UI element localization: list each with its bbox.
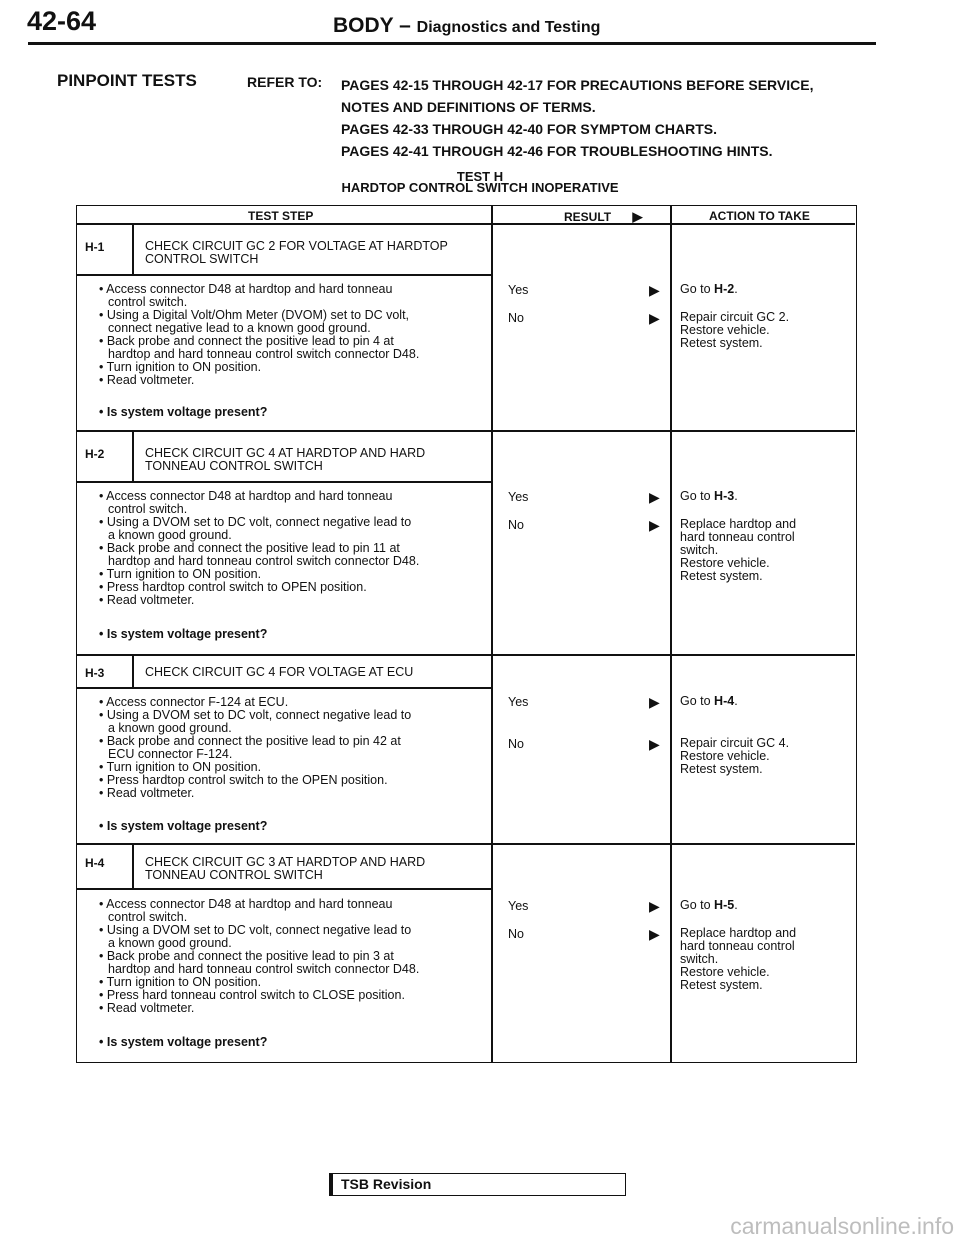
- section-name: BODY: [333, 14, 394, 37]
- instruction-item: • Back probe and connect the positive lead to pin 3 at hardtop and hard tonneau control switch connector D48.: [99, 949, 420, 976]
- step-id: H-3: [85, 666, 105, 680]
- arrow-icon: ▶: [649, 517, 660, 533]
- arrow-icon: ▶: [649, 694, 660, 710]
- header-result-label: RESULT: [564, 210, 612, 224]
- result-no: No: [508, 927, 524, 941]
- instruction-item: • Access connector F-124 at ECU.: [99, 695, 289, 709]
- refer-lines: [341, 74, 813, 162]
- instruction-item: • Press hard tonneau control switch to CLOSE position.: [99, 988, 405, 1002]
- instruction-item: • Back probe and connect the positive lead to pin 4 at hardtop and hard tonneau control switch connector D48.: [99, 334, 420, 361]
- step-id: H-4: [85, 856, 105, 870]
- step-instructions: [99, 490, 419, 607]
- tsb-revision-box: [329, 1173, 626, 1196]
- action-text: Replace hardtop and hard tonneau control switch. Restore vehicle. Retest system.: [680, 926, 797, 992]
- watermark: carmanualsonline.info: [730, 1213, 954, 1239]
- instruction-item: • Turn ignition to ON position.: [99, 360, 262, 374]
- step-question: • Is system voltage present?: [99, 1035, 268, 1049]
- step-id-divider: [132, 224, 134, 275]
- test-name: TEST H: [456, 169, 504, 184]
- action-goto[interactable]: Go to H-3.: [680, 489, 738, 503]
- instruction-item: • Using a Digital Volt/Ohm Meter (DVOM) set to DC volt, connect negative lead to a known good ground.: [99, 308, 410, 335]
- step-id: H-2: [85, 447, 105, 461]
- step-instructions: [99, 283, 419, 387]
- step-question: • Is system voltage present?: [99, 819, 268, 833]
- page-title: [333, 14, 600, 38]
- arrow-icon: ▶: [649, 898, 660, 914]
- instruction-item: • Back probe and connect the positive lead to pin 42 at ECU connector F-124.: [99, 734, 401, 761]
- instruction-item: • Access connector D48 at hardtop and hard tonneau control switch.: [99, 282, 393, 309]
- step-question: • Is system voltage present?: [99, 405, 268, 419]
- refer-to-label: REFER TO:: [247, 74, 323, 90]
- instruction-item: • Turn ignition to ON position.: [99, 760, 262, 774]
- header-rule: [28, 42, 876, 45]
- step-title-divider: [77, 481, 491, 483]
- instruction-item: • Back probe and connect the positive lead to pin 11 at hardtop and hard tonneau control switch connector D48.: [99, 541, 420, 568]
- step-title-line: CHECK CIRCUIT GC 2 FOR VOLTAGE AT HARDTOP: [145, 239, 448, 253]
- action-goto[interactable]: Go to H-5.: [680, 898, 738, 912]
- column-divider: [670, 206, 672, 1062]
- arrow-icon: ▶: [649, 282, 660, 298]
- action-text: Repair circuit GC 2. Restore vehicle. Retest system.: [680, 310, 790, 350]
- instruction-item: • Using a DVOM set to DC volt, connect negative lead to a known good ground.: [99, 515, 412, 542]
- result-no: No: [508, 737, 524, 751]
- instruction-item: • Read voltmeter.: [99, 593, 195, 607]
- column-divider: [491, 206, 493, 1062]
- instruction-item: • Turn ignition to ON position.: [99, 567, 262, 581]
- step-title: [145, 447, 425, 473]
- step-title-divider: [77, 687, 491, 689]
- result-yes: Yes: [508, 899, 529, 913]
- instruction-item: • Read voltmeter.: [99, 786, 195, 800]
- arrow-icon: ▶: [649, 489, 660, 505]
- refer-line: PAGES 42-33 THROUGH 42-40 FOR SYMPTOM CHARTS.: [341, 121, 717, 137]
- step-title-line: CHECK CIRCUIT GC 4 AT HARDTOP AND HARD: [145, 446, 426, 460]
- test-title: HARDTOP CONTROL SWITCH INOPERATIVE: [341, 180, 619, 195]
- instruction-item: • Read voltmeter.: [99, 373, 195, 387]
- arrow-icon: ▶: [649, 310, 660, 326]
- step-divider: [77, 843, 855, 845]
- step-title: [145, 856, 425, 882]
- title-dash: –: [399, 14, 411, 37]
- instruction-item: • Press hardtop control switch to the OPEN position.: [99, 773, 388, 787]
- action-goto[interactable]: Go to H-2.: [680, 282, 738, 296]
- step-title: [145, 240, 448, 266]
- step-instructions: [99, 696, 411, 800]
- result-no: No: [508, 311, 524, 325]
- header-test-step: TEST STEP: [248, 209, 314, 223]
- step-instructions: [99, 898, 419, 1015]
- result-yes: Yes: [508, 490, 529, 504]
- instruction-item: • Press hardtop control switch to OPEN position.: [99, 580, 367, 594]
- step-title-divider: [77, 274, 491, 276]
- step-title-line: CHECK CIRCUIT GC 4 FOR VOLTAGE AT ECU: [145, 665, 414, 679]
- step-title-line: CHECK CIRCUIT GC 3 AT HARDTOP AND HARD: [145, 855, 426, 869]
- step-question: • Is system voltage present?: [99, 627, 268, 641]
- result-no: No: [508, 518, 524, 532]
- header-result: [564, 209, 642, 225]
- refer-line: PAGES 42-41 THROUGH 42-46 FOR TROUBLESHOOTING HINTS.: [341, 143, 773, 159]
- header-divider: [77, 223, 855, 225]
- tsb-revision-label: TSB Revision: [341, 1176, 432, 1192]
- action-text: Replace hardtop and hard tonneau control switch. Restore vehicle. Retest system.: [680, 517, 797, 583]
- header-action: ACTION TO TAKE: [709, 209, 810, 223]
- instruction-item: • Turn ignition to ON position.: [99, 975, 262, 989]
- pinpoint-test-table: [76, 205, 857, 1063]
- instruction-item: • Using a DVOM set to DC volt, connect negative lead to a known good ground.: [99, 708, 412, 735]
- instruction-item: • Using a DVOM set to DC volt, connect negative lead to a known good ground.: [99, 923, 412, 950]
- arrow-icon: ▶: [649, 926, 660, 942]
- step-title: [145, 666, 413, 679]
- action-goto[interactable]: Go to H-4.: [680, 694, 738, 708]
- step-id: H-1: [85, 240, 105, 254]
- arrow-icon: ▶: [649, 736, 660, 752]
- arrow-icon: ▶: [632, 209, 643, 224]
- step-id-divider: [132, 845, 134, 889]
- step-title-line: CONTROL SWITCH: [145, 252, 259, 266]
- instruction-item: • Access connector D48 at hardtop and hard tonneau control switch.: [99, 489, 393, 516]
- step-id-divider: [132, 432, 134, 482]
- result-yes: Yes: [508, 695, 529, 709]
- step-id-divider: [132, 656, 134, 688]
- instruction-item: • Access connector D48 at hardtop and hard tonneau control switch.: [99, 897, 393, 924]
- page-number: 42-64: [27, 6, 97, 36]
- refer-line: PAGES 42-15 THROUGH 42-17 FOR PRECAUTIONS BEFORE SERVICE,: [341, 77, 814, 93]
- instruction-item: • Read voltmeter.: [99, 1001, 195, 1015]
- pinpoint-tests-label: PINPOINT TESTS: [57, 71, 197, 90]
- step-divider: [77, 654, 855, 656]
- step-title-line: TONNEAU CONTROL SWITCH: [145, 459, 323, 473]
- section-subtitle: Diagnostics and Testing: [416, 19, 601, 36]
- step-divider: [77, 430, 855, 432]
- refer-line: NOTES AND DEFINITIONS OF TERMS.: [341, 99, 596, 115]
- step-title-divider: [77, 888, 491, 890]
- action-text: Repair circuit GC 4. Restore vehicle. Retest system.: [680, 736, 790, 776]
- result-yes: Yes: [508, 283, 529, 297]
- step-title-line: TONNEAU CONTROL SWITCH: [145, 868, 323, 882]
